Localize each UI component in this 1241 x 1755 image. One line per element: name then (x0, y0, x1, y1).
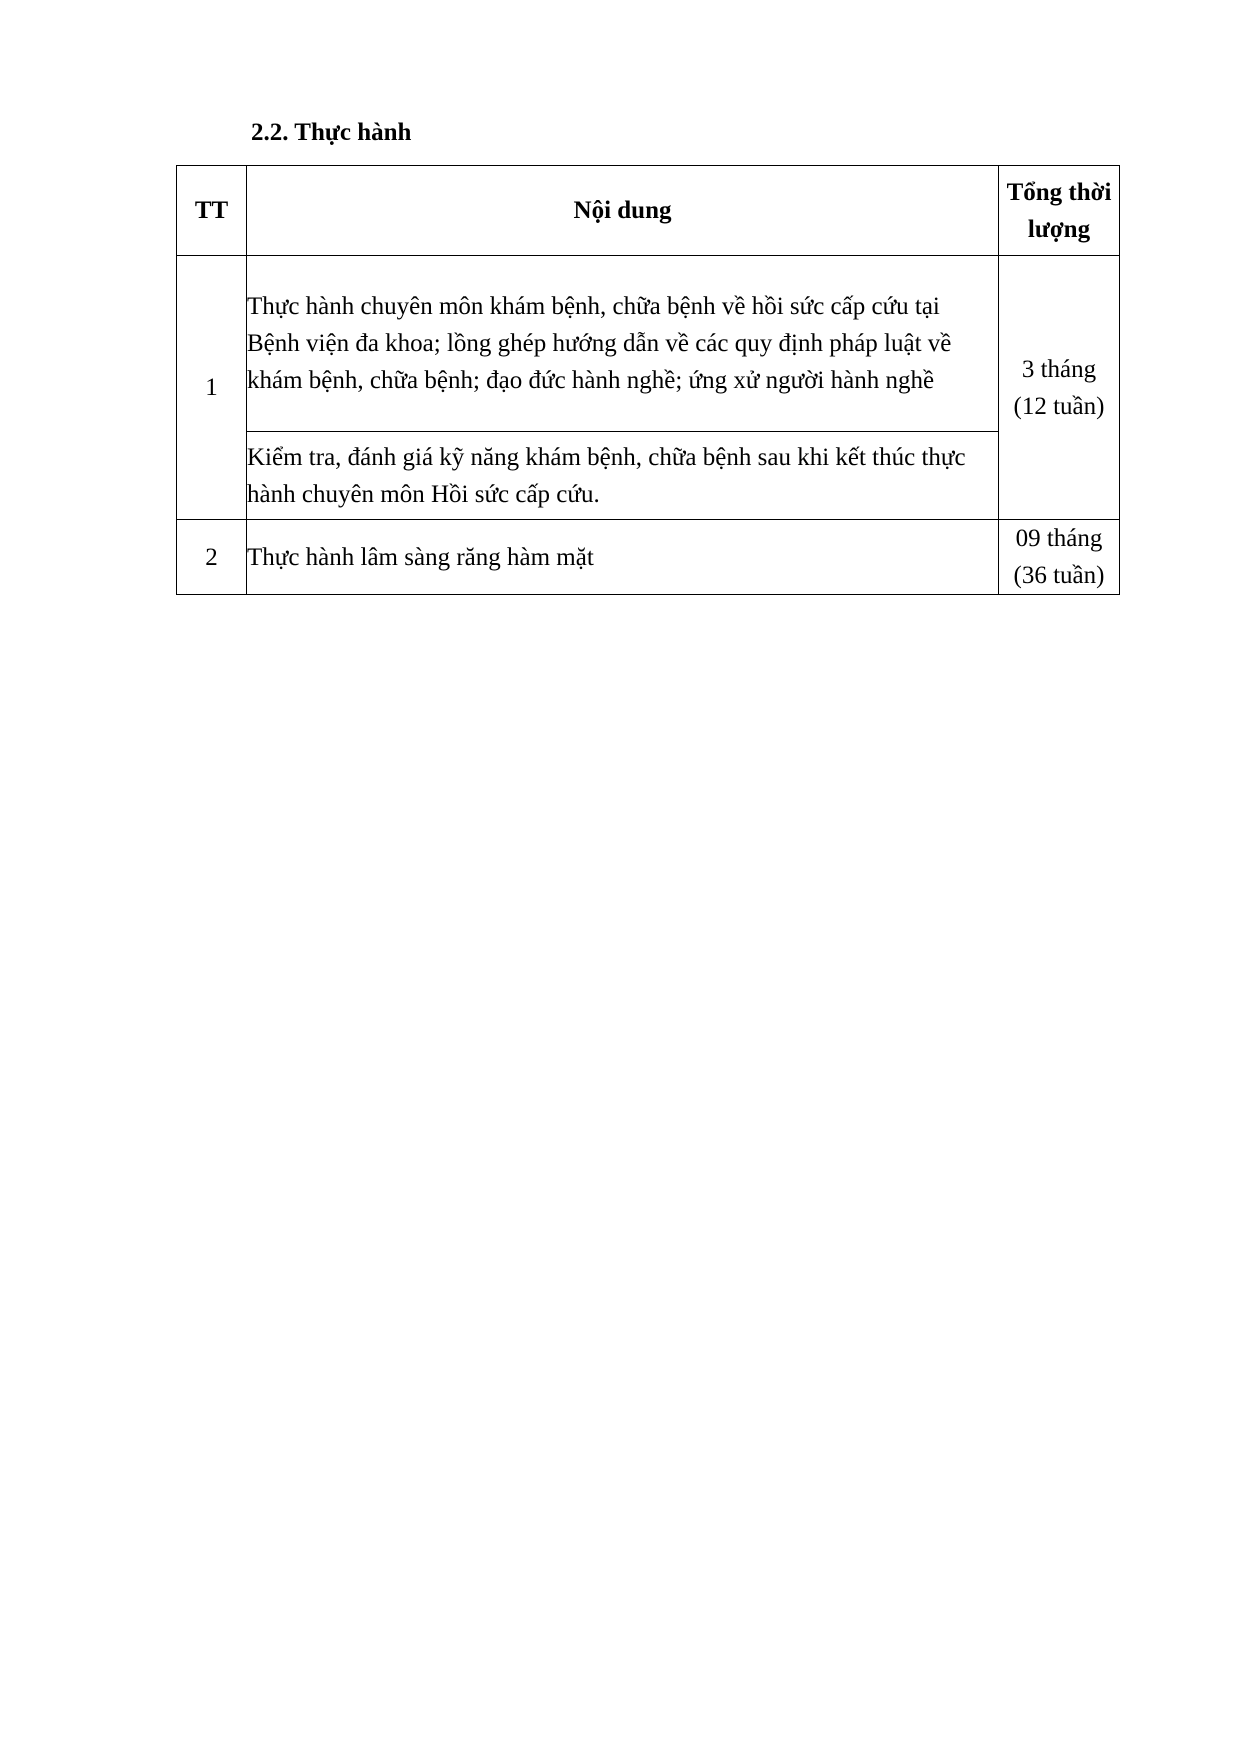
header-duration: Tổng thời lượng (999, 166, 1120, 256)
row-content-item: Thực hành chuyên môn khám bệnh, chữa bệnh về hồi sức cấp cứu tại Bệnh viện đa khoa; lồng ghép hướng dẫn về các quy định pháp luật về khám bệnh, chữa bệnh; đạo đức hành nghề; ứng xử người hành nghề (247, 256, 999, 432)
table-row (177, 520, 1120, 595)
table-header-row (177, 166, 1120, 256)
header-content: Nội dung (247, 166, 999, 256)
section-heading: 2.2. Thực hành (251, 119, 412, 146)
duration-line: 3 tháng (1021, 355, 1097, 383)
row-number: 1 (177, 256, 247, 520)
row-duration (999, 256, 1120, 520)
row-duration (999, 520, 1120, 595)
row-content-item: Thực hành lâm sàng răng hàm mặt (247, 520, 999, 595)
header-tt: TT (177, 166, 247, 256)
table-row (177, 432, 1120, 520)
row-number: 2 (177, 520, 247, 595)
practice-plan-table (176, 165, 1120, 595)
duration-line: (12 tuần) (1013, 392, 1105, 420)
row-content-item: Kiểm tra, đánh giá kỹ năng khám bệnh, chữa bệnh sau khi kết thúc thực hành chuyên môn Hồi sức cấp cứu. (247, 432, 999, 520)
table-row (177, 256, 1120, 432)
duration-line: 09 tháng (1015, 525, 1103, 552)
duration-line: (36 tuần) (1013, 562, 1105, 589)
